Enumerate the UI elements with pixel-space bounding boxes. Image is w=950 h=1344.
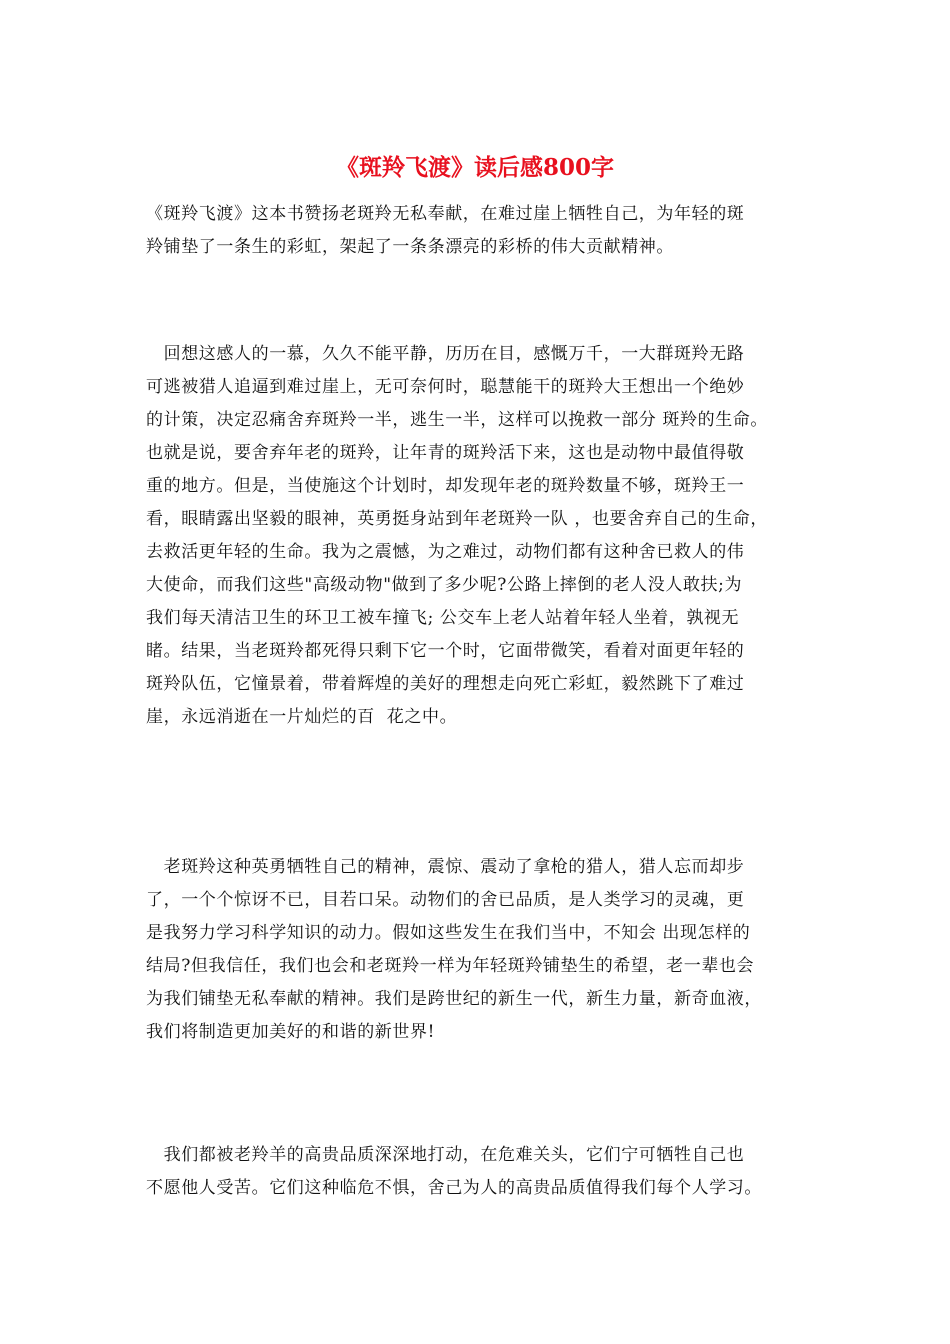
paragraph-spirit: 老斑羚这种英勇牺牲自己的精神，震惊、震动了拿枪的猎人，猎人忘而却步 了，一个个惊讶不已，目若口呆。动物们的舍已品质，是人类学习的灵魂，更 是我努力学习科学知识的动力。假如这些发生在我们当中，不知会 出现怎样的 结局?但我信任，我们也会和老斑羚一样为年轻斑羚铺垫生的希望，老一辈也会 为我们铺垫无私奉献的精神。我们是跨世纪的新生一代，新生力量，新奇血液， 我们将制造更加美好的和谐的新世界! (146, 857, 762, 1042)
document-title: 《斑羚飞渡》读后感800字 (335, 154, 614, 181)
paragraph-intro: 《斑羚飞渡》这本书赞扬老斑羚无私奉献，在难过崖上牺牲自己，为年轻的斑 羚铺垫了一条生的彩虹，架起了一条条漂亮的彩桥的伟大贡献精神。 (146, 204, 745, 257)
paragraph-recollection: 回想这感人的一慕，久久不能平静，历历在目，感慨万千，一大群斑羚无路 可逃被猎人追逼到难过崖上，无可奈何时，聪慧能干的斑羚大王想出一个绝妙 的计策，决定忍痛舍弃斑羚一半，逃生一半，这样可以挽救一部分 斑羚的生命。 也就是说，要舍弃年老的斑羚，让年青的斑羚活下来，这也是动物中最值得敬 重的地方。但是，当使施这个计划时，却发现年老的斑羚数量不够，斑羚王一 看，眼睛露出坚毅的眼神，英勇挺身站到年老斑羚一队 ，也要舍弃自己的生命， 去救活更年轻的生命。我为之震憾，为之难过，动物们都有这种舍已救人的伟 大使命，而我们这些"高级动物"做到了多少呢?公路上摔倒的老人没人敢扶;为 我们每天清洁卫生的环卫工被车撞飞; 公交车上老人站着年轻人坐着，孰视无 睹。结果，当老斑羚都死得只剩下它一个时，它面带微笑，看着对面更年轻的 斑羚队伍，它憧景着，带着辉煌的美好的理想走向死亡彩虹，毅然跳下了难过 崖，永远消逝在一片灿烂的百 花之中。 (146, 344, 769, 727)
paragraph-conclusion: 我们都被老羚羊的高贵品质深深地打动，在危难关头，它们宁可牺牲自己也 不愿他人受苦。它们这种临危不惧，舍己为人的高贵品质值得我们每个人学习。 (146, 1145, 762, 1198)
